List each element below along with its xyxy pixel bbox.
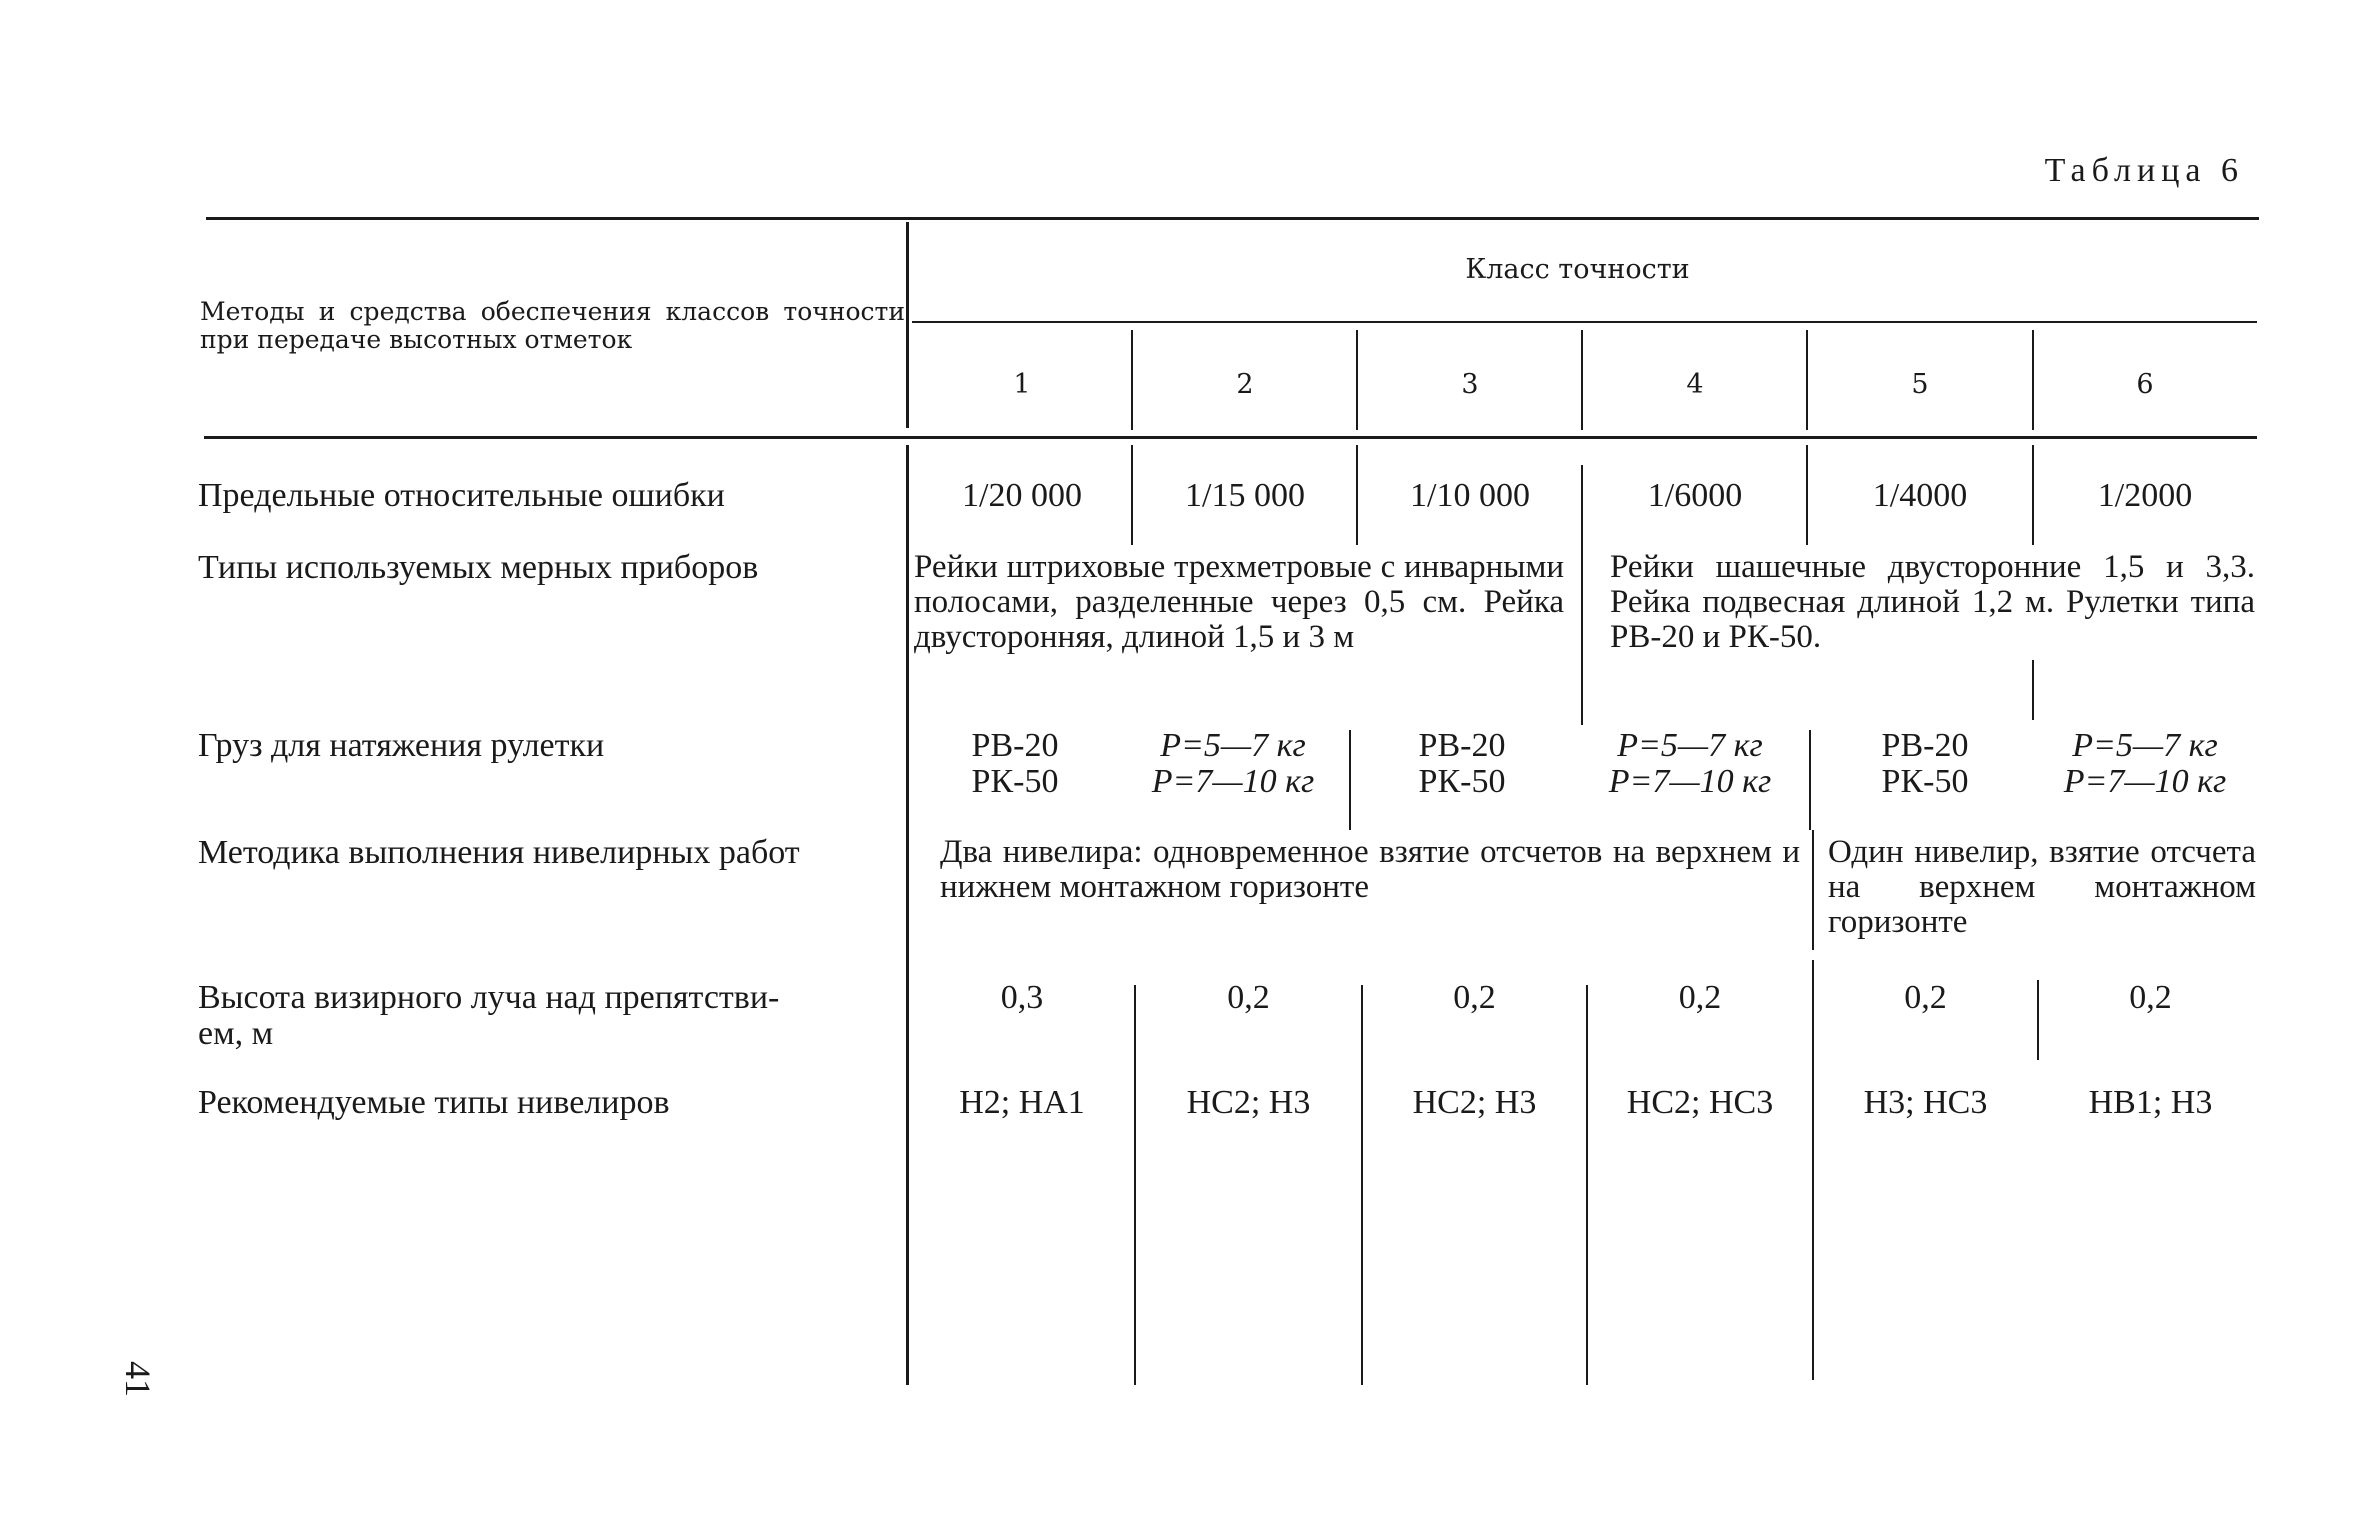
- tape-type: РК-50: [1881, 763, 1969, 800]
- tape-type: РВ-20: [1418, 727, 1506, 764]
- row-label-instruments: Типы используемых мерных приборов: [198, 549, 759, 586]
- row-label-weight: Груз для натяжения рулетки: [198, 727, 605, 764]
- body-col-line: [1356, 445, 1358, 545]
- row-label-height: Высота визирного луча над препятстви-: [198, 979, 780, 1016]
- table-title: Таблица 6: [2044, 152, 2244, 189]
- header-bottom-rule: [204, 436, 2257, 439]
- tape-type: РК-50: [971, 763, 1059, 800]
- sight-height: 0,2: [1453, 979, 1496, 1016]
- sight-height: 0,2: [1904, 979, 1947, 1016]
- tape-type: РВ-20: [971, 727, 1059, 764]
- error-value: 1/15 000: [1185, 477, 1305, 514]
- tension-weight: P=7—10 кг: [1608, 763, 1772, 800]
- sight-height: 0,2: [2129, 979, 2172, 1016]
- error-value: 1/10 000: [1410, 477, 1530, 514]
- level-types: Н3; НС3: [1863, 1084, 1988, 1121]
- instruments-classes-4-6: Рейки шашечные двусторонние 1,5 и 3,3. Рейка подвесная длиной 1,2 м. Рулетки типа РВ-20 и РК-50.: [1610, 549, 2255, 655]
- class-header: Класс точности: [1465, 254, 1690, 285]
- body-col-line: [1812, 830, 1814, 950]
- body-col-line: [1349, 730, 1351, 830]
- instruments-classes-1-3: Рейки штриховые трехметровые с инварными полосами, разделенные через 0,5 см. Рейка двусторонняя, длиной 1,5 и 3 м: [914, 549, 1564, 655]
- col-divider: [1581, 330, 1583, 430]
- tape-type: РВ-20: [1881, 727, 1969, 764]
- level-types: НС2; НС3: [1626, 1084, 1774, 1121]
- tension-weight: P=7—10 кг: [1151, 763, 1315, 800]
- header-divider: [906, 222, 909, 428]
- level-types: Н2; НА1: [959, 1084, 1085, 1121]
- class-number: 3: [1461, 369, 1479, 400]
- error-value: 1/4000: [1872, 477, 1968, 514]
- tape-type: РК-50: [1418, 763, 1506, 800]
- top-rule: [206, 217, 2259, 220]
- sight-height: 0,2: [1678, 979, 1722, 1016]
- class-number: 5: [1911, 369, 1929, 400]
- method-classes-5-6: Один нивелир, взятие отсчета на верхнем монтажном горизонте: [1828, 834, 2256, 940]
- col-divider: [1806, 330, 1808, 430]
- body-divider: [906, 445, 909, 1385]
- class-number: 4: [1686, 369, 1704, 400]
- body-col-line: [1809, 730, 1811, 830]
- class-number: 2: [1236, 369, 1254, 400]
- class-number: 1: [1013, 369, 1031, 400]
- sight-height: 0,2: [1227, 979, 1270, 1016]
- page-number: 41: [118, 1361, 158, 1397]
- level-types: НС2; Н3: [1412, 1084, 1537, 1121]
- methods-header: Методы и средства обеспечения классов точности при передаче высотных отметок: [200, 297, 905, 354]
- row-label-levels: Рекомендуемые типы нивелиров: [198, 1084, 670, 1121]
- tension-weight: P=5—7 кг: [2072, 727, 2218, 764]
- level-types: НС2; Н3: [1186, 1084, 1311, 1121]
- row-label-errors: Предельные относительные ошибки: [198, 477, 725, 514]
- error-value: 1/6000: [1647, 477, 1743, 514]
- col-divider: [1356, 330, 1358, 430]
- sight-height: 0,3: [1000, 979, 1044, 1016]
- class-number: 6: [2136, 369, 2154, 400]
- error-value: 1/2000: [2097, 477, 2193, 514]
- body-col-line: [1134, 985, 1136, 1385]
- row-label-height-cont: ем, м: [198, 1015, 274, 1052]
- body-col-line: [1361, 985, 1363, 1385]
- method-classes-1-4: Два нивелира: одновременное взятие отсчетов на верхнем и нижнем монтажном горизонте: [940, 834, 1800, 905]
- tension-weight: P=5—7 кг: [1160, 727, 1306, 764]
- body-col-line: [2032, 660, 2034, 720]
- class-rule: [912, 321, 2257, 323]
- body-col-line: [1812, 960, 1814, 1380]
- body-col-line: [1806, 445, 1808, 545]
- body-col-line: [1581, 465, 1583, 725]
- body-col-line: [1586, 985, 1588, 1385]
- row-label-method: Методика выполнения нивелирных работ: [198, 834, 800, 871]
- error-value: 1/20 000: [962, 477, 1082, 514]
- level-types: НВ1; Н3: [2088, 1084, 2213, 1121]
- tension-weight: P=5—7 кг: [1617, 727, 1763, 764]
- tension-weight: P=7—10 кг: [2063, 763, 2227, 800]
